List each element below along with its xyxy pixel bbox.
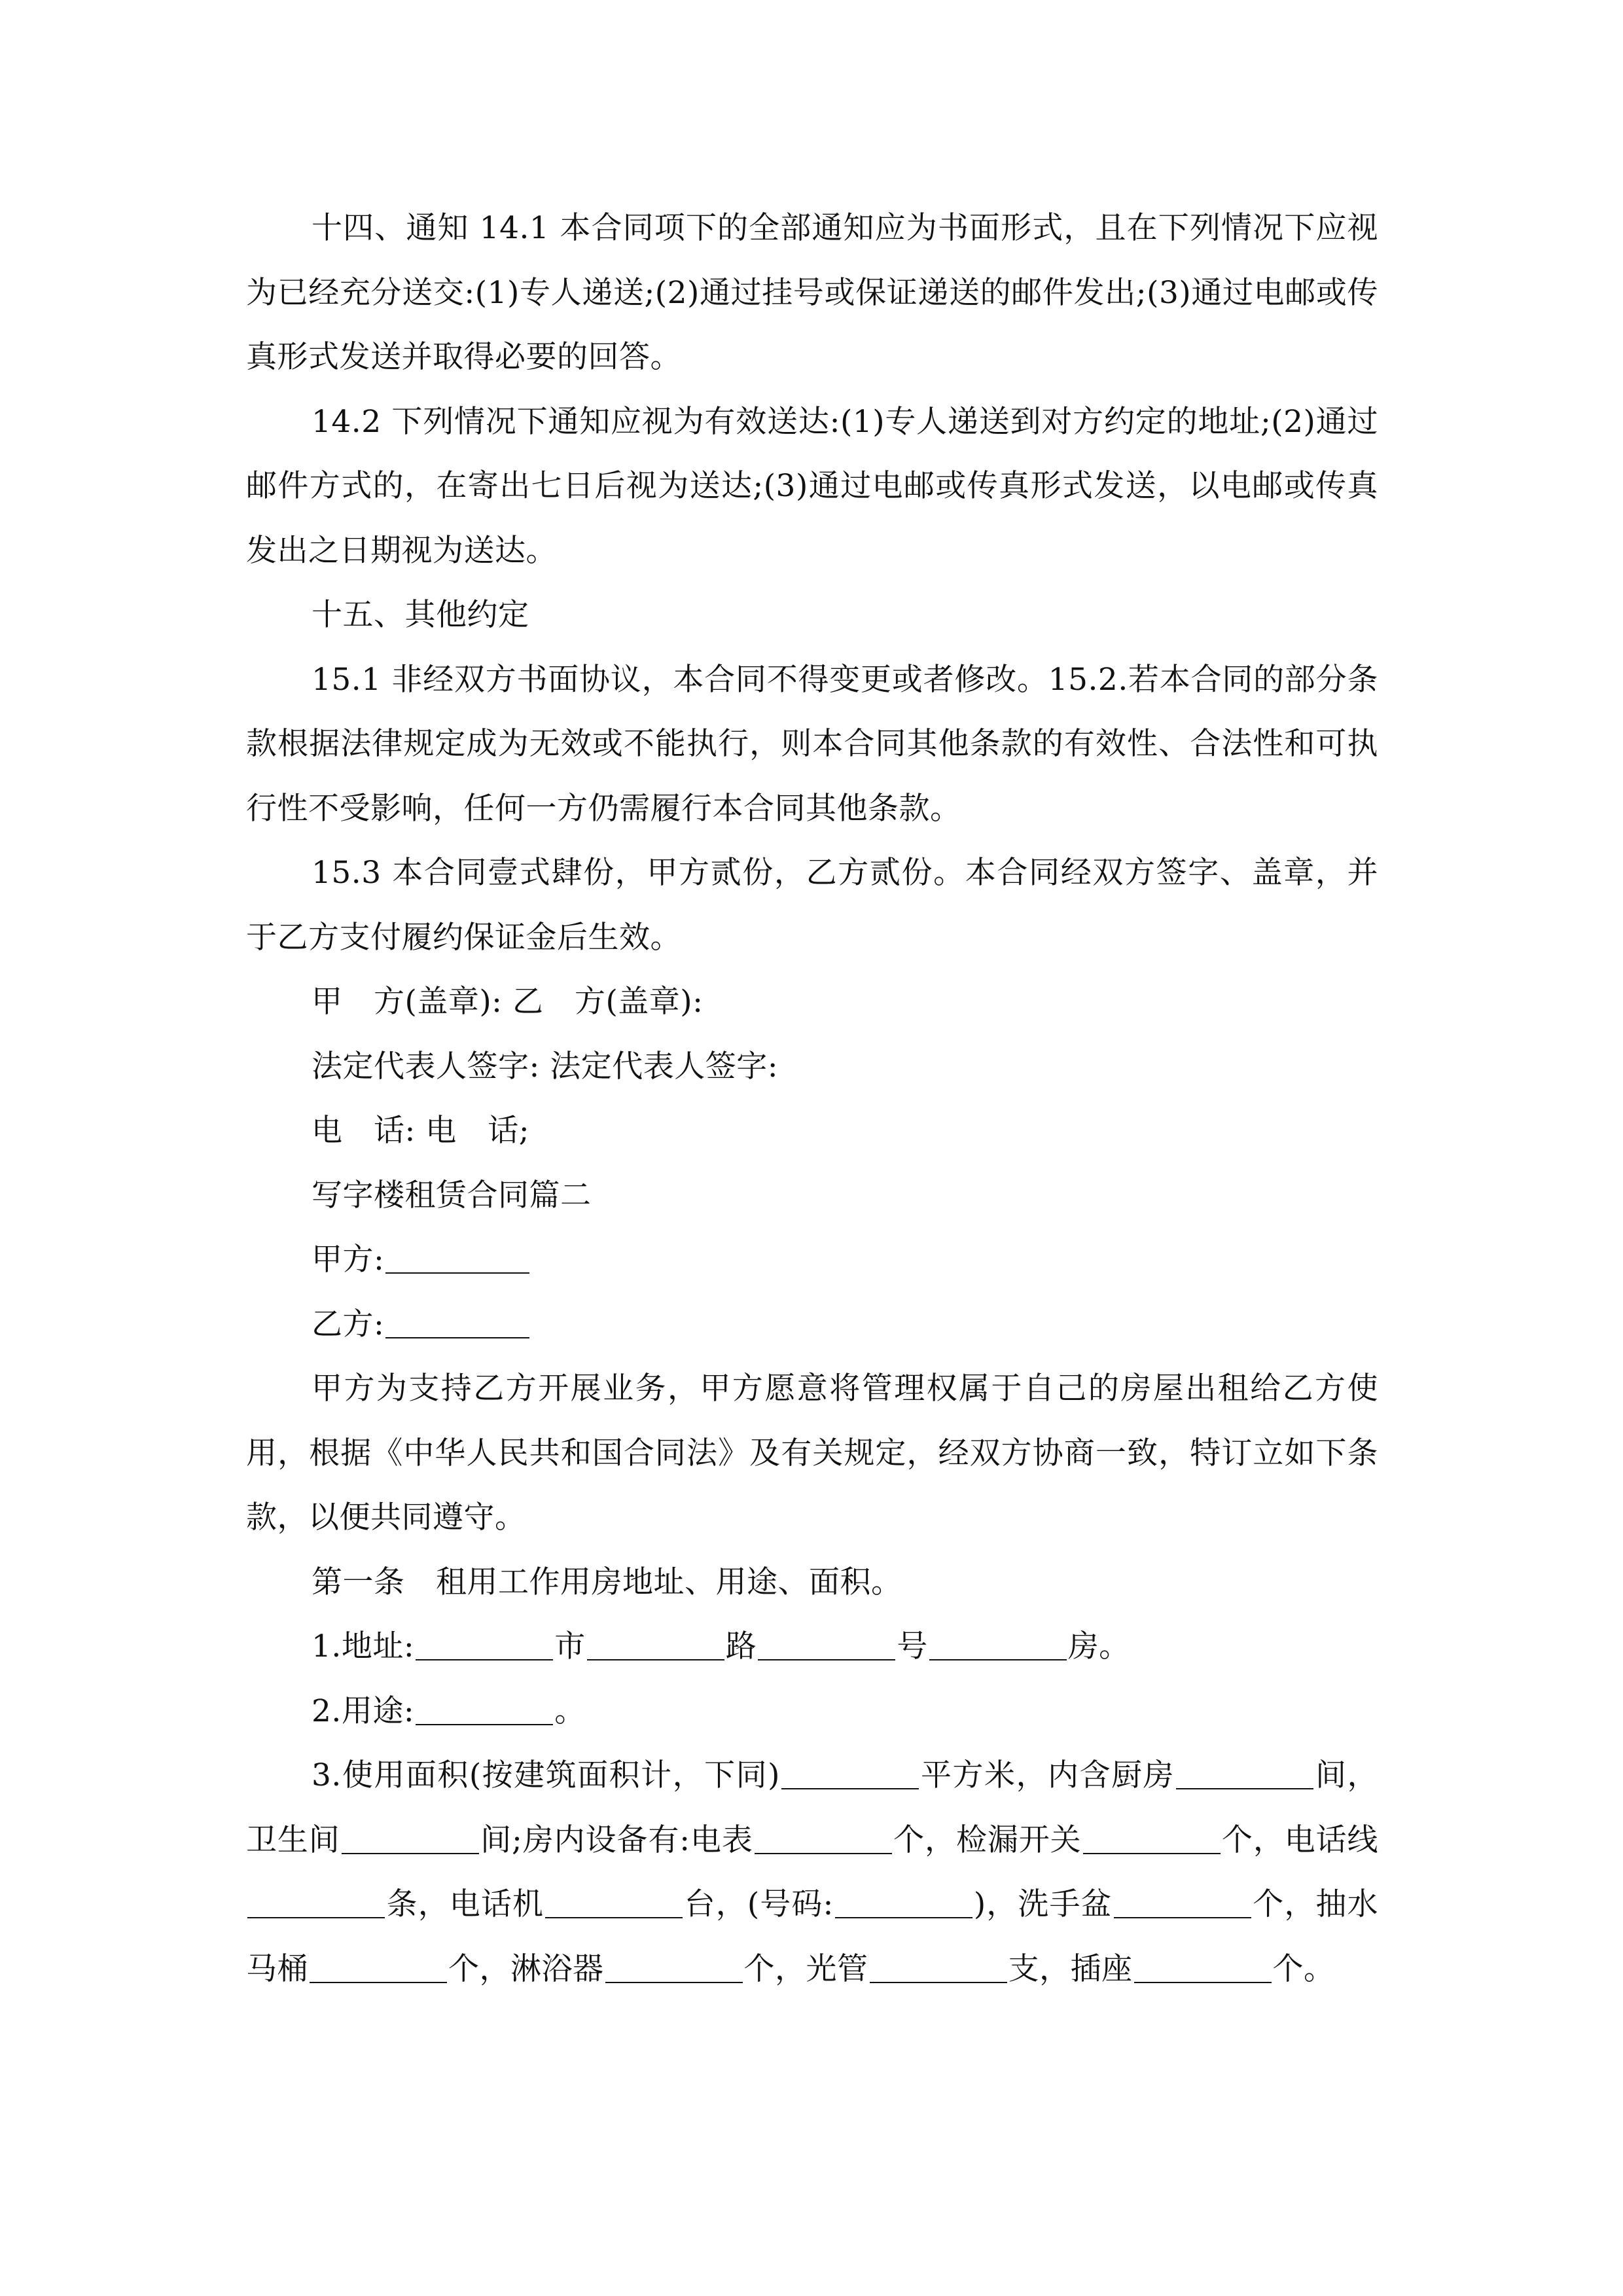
- blank: [342, 1824, 479, 1854]
- paragraph-modification: 15.1 非经双方书面协议，本合同不得变更或者修改。15.2.若本合同的部分条款根据法律规定成为无效或不能执行，则本合同其他条款的有效性、合法性和可执行性不受影响，任何一方仍需履行本合同其他条款。: [246, 661, 1378, 827]
- number-label: 号: [897, 1628, 928, 1664]
- paragraph-notice: 十四、通知 14.1 本合同项下的全部通知应为书面形式，且在下列情况下应视为已经充分送交:(1)专人递送;(2)通过挂号或保证递送的邮件发出;(3)通过电邮或传真形式发送并取得必要的回答。: [246, 210, 1378, 375]
- signature-phone-line: 电 话: 电 话;: [312, 1113, 530, 1149]
- blank: [835, 1888, 972, 1918]
- text: 个，电话线: [1221, 1821, 1379, 1858]
- text: 个。: [1272, 1950, 1335, 1987]
- usage-line: [246, 1679, 1378, 1744]
- blank: [310, 1953, 447, 1983]
- article-one-heading: 第一条 租用工作用房地址、用途、面积。: [312, 1564, 902, 1600]
- usage-label: 2.用途:: [312, 1693, 415, 1729]
- address-line: [246, 1615, 1378, 1679]
- blank: [545, 1888, 683, 1918]
- text: 间，卫生间: [246, 1757, 1379, 1858]
- text: 条，电话机: [386, 1886, 544, 1922]
- text: 台，(号码:: [684, 1886, 834, 1922]
- blank: [1176, 1759, 1313, 1789]
- party-b-line: [246, 1293, 1378, 1357]
- blank: [1134, 1953, 1272, 1983]
- text: 个，淋浴器: [448, 1950, 604, 1987]
- party-a-blank: [385, 1244, 529, 1274]
- blank: [870, 1953, 1007, 1983]
- text: 个，抽水马桶: [246, 1886, 1379, 1987]
- party-b-label: 乙方:: [312, 1306, 385, 1342]
- party-a-line: [246, 1228, 1378, 1293]
- road-label: 路: [725, 1628, 757, 1664]
- paragraph-preamble: 甲方为支持乙方开展业务，甲方愿意将管理权属于自己的房屋出租给乙方使用，根据《中华人民共和国合同法》及有关规定，经双方协商一致，特订立如下条款，以便共同遵守。: [246, 1371, 1378, 1535]
- party-a-label: 甲方:: [312, 1242, 385, 1278]
- text: 间;房内设备有:电表: [480, 1821, 753, 1858]
- blank: [416, 1695, 553, 1725]
- text: 支，插座: [1008, 1950, 1133, 1987]
- blank: [1083, 1824, 1221, 1854]
- text: )，洗手盆: [973, 1886, 1113, 1922]
- text: 3.使用面积(按建筑面积计，下同): [312, 1757, 781, 1793]
- city-label: 市: [554, 1628, 586, 1664]
- text: 个，检漏开关: [893, 1821, 1082, 1858]
- address-label: 1.地址:: [312, 1628, 415, 1664]
- text: 个，光管: [743, 1950, 868, 1987]
- blank: [755, 1824, 892, 1854]
- paragraph-copies: 15.3 本合同壹式肆份，甲方贰份，乙方贰份。本合同经双方签字、盖章，并于乙方支付履约保证金后生效。: [246, 855, 1378, 956]
- area-equipment-paragraph: [246, 1744, 1378, 2001]
- blank: [758, 1630, 895, 1660]
- blank: [605, 1953, 743, 1983]
- document-body: [246, 196, 1378, 2001]
- blank: [929, 1630, 1067, 1660]
- heading-other-terms: 十五、其他约定: [312, 597, 529, 633]
- blank: [781, 1759, 919, 1789]
- section-title-contract-two: 写字楼租赁合同篇二: [312, 1177, 592, 1213]
- blank: [587, 1630, 724, 1660]
- room-label: 房。: [1067, 1628, 1130, 1664]
- signature-seal-line: 甲 方(盖章): 乙 方(盖章):: [312, 984, 704, 1020]
- blank: [416, 1630, 553, 1660]
- paragraph-notice-delivery: 14.2 下列情况下通知应视为有效送达:(1)专人递送到对方约定的地址;(2)通过邮件方式的，在寄出七日后视为送达;(3)通过电邮或传真形式发送，以电邮或传真发出之日期视为送达。: [246, 403, 1378, 569]
- usage-end: 。: [554, 1693, 586, 1729]
- text: 平方米，内含厨房: [920, 1757, 1175, 1793]
- party-b-blank: [385, 1308, 529, 1338]
- blank: [1114, 1888, 1251, 1918]
- blank: [247, 1888, 385, 1918]
- signature-representative-line: 法定代表人签字: 法定代表人签字:: [312, 1048, 779, 1085]
